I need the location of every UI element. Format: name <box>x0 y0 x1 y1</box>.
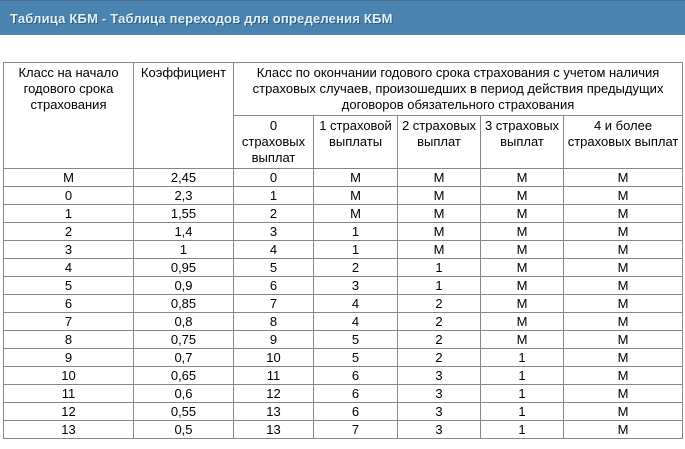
table-cell: М <box>398 223 481 241</box>
table-cell: М <box>564 241 683 259</box>
table-cell: М <box>564 331 683 349</box>
table-row <box>4 295 683 313</box>
table-row <box>4 349 683 367</box>
table-cell: 11 <box>4 385 134 403</box>
table-cell: 2 <box>4 223 134 241</box>
table-cell: 0,9 <box>134 277 234 295</box>
table-cell: 3 <box>398 403 481 421</box>
table-cell: М <box>564 421 683 439</box>
table-row <box>4 331 683 349</box>
table-cell: 1 <box>481 421 564 439</box>
table-cell: М <box>481 223 564 241</box>
table-cell: 0,95 <box>134 259 234 277</box>
table-row <box>4 241 683 259</box>
table-cell: 2 <box>398 313 481 331</box>
table-cell: М <box>564 223 683 241</box>
title-bar <box>0 0 685 35</box>
table-cell: М <box>564 349 683 367</box>
table-cell: М <box>564 313 683 331</box>
header-payouts-0: 0 страховых выплат <box>234 116 314 169</box>
table-cell: 4 <box>234 241 314 259</box>
table-cell: 0 <box>4 187 134 205</box>
table-row <box>4 421 683 439</box>
table-cell: 6 <box>314 403 398 421</box>
table-cell: М <box>564 403 683 421</box>
table-cell: 9 <box>4 349 134 367</box>
header-payouts-3: 3 страховых выплат <box>481 116 564 169</box>
table-cell: 2 <box>398 295 481 313</box>
table-cell: 10 <box>4 367 134 385</box>
table-cell: М <box>564 367 683 385</box>
table-cell: 3 <box>4 241 134 259</box>
table-cell: 13 <box>4 421 134 439</box>
table-cell: 3 <box>234 223 314 241</box>
table-row <box>4 259 683 277</box>
table-header <box>4 63 683 169</box>
table-cell: 2 <box>398 349 481 367</box>
kbm-transition-table <box>3 62 683 439</box>
table-cell: 1 <box>398 259 481 277</box>
header-class-start: Класс на начало годового срока страхования <box>4 63 134 169</box>
table-cell: М <box>481 187 564 205</box>
table-cell: 7 <box>234 295 314 313</box>
table-row <box>4 385 683 403</box>
table-cell: 4 <box>314 313 398 331</box>
header-coefficient: Коэффициент <box>134 63 234 169</box>
table-row <box>4 313 683 331</box>
table-cell: М <box>314 169 398 187</box>
table-cell: 2,3 <box>134 187 234 205</box>
header-payouts-1: 1 страховой выплаты <box>314 116 398 169</box>
table-cell: 0,55 <box>134 403 234 421</box>
table-cell: 0,6 <box>134 385 234 403</box>
table-cell: М <box>564 169 683 187</box>
table-cell: 0,65 <box>134 367 234 385</box>
table-cell: М <box>564 259 683 277</box>
table-cell: 2 <box>234 205 314 223</box>
table-cell: 3 <box>398 421 481 439</box>
table-body <box>4 169 683 439</box>
table-cell: М <box>398 187 481 205</box>
table-cell: М <box>481 295 564 313</box>
table-cell: 1 <box>481 403 564 421</box>
table-cell: М <box>481 331 564 349</box>
table-cell: 3 <box>398 385 481 403</box>
table-cell: 1,55 <box>134 205 234 223</box>
table-row <box>4 223 683 241</box>
header-class-end-span: Класс по окончании годового срока страхования с учетом наличия страховых случаев, произошедших в период действия предыдущих договоров обязательного страхования <box>234 63 683 116</box>
table-cell: 2,45 <box>134 169 234 187</box>
table-row <box>4 367 683 385</box>
table-cell: 0,8 <box>134 313 234 331</box>
table-cell: 1 <box>234 187 314 205</box>
table-cell: 6 <box>314 367 398 385</box>
header-payouts-4plus: 4 и более страховых выплат <box>564 116 683 169</box>
table-cell: 0,7 <box>134 349 234 367</box>
table-cell: 5 <box>4 277 134 295</box>
table-cell: М <box>481 205 564 223</box>
table-cell: М <box>481 241 564 259</box>
table-row <box>4 277 683 295</box>
table-cell: М <box>481 277 564 295</box>
table-cell: 1,4 <box>134 223 234 241</box>
table-cell: М <box>314 205 398 223</box>
table-cell: 13 <box>234 403 314 421</box>
table-cell: М <box>398 241 481 259</box>
table-cell: 4 <box>4 259 134 277</box>
table-cell: 11 <box>234 367 314 385</box>
table-cell: 0,85 <box>134 295 234 313</box>
table-cell: 2 <box>314 259 398 277</box>
table-cell: 1 <box>481 385 564 403</box>
table-cell: 7 <box>314 421 398 439</box>
table-cell: М <box>481 169 564 187</box>
table-cell: М <box>564 205 683 223</box>
table-cell: М <box>481 259 564 277</box>
table-row <box>4 205 683 223</box>
table-cell: 6 <box>234 277 314 295</box>
table-cell: 1 <box>398 277 481 295</box>
table-cell: 1 <box>134 241 234 259</box>
page-title: Таблица КБМ - Таблица переходов для определения КБМ <box>10 10 393 26</box>
table-cell: 3 <box>398 367 481 385</box>
table-cell: М <box>4 169 134 187</box>
table-cell: М <box>314 187 398 205</box>
table-cell: 9 <box>234 331 314 349</box>
table-cell: 6 <box>314 385 398 403</box>
table-cell: М <box>564 277 683 295</box>
table-cell: 6 <box>4 295 134 313</box>
table-row <box>4 187 683 205</box>
table-cell: 12 <box>234 385 314 403</box>
table-cell: М <box>564 295 683 313</box>
table-cell: 1 <box>481 349 564 367</box>
table-cell: 2 <box>398 331 481 349</box>
table-cell: 3 <box>314 277 398 295</box>
table-cell: 0,75 <box>134 331 234 349</box>
table-cell: 5 <box>234 259 314 277</box>
table-cell: 1 <box>314 223 398 241</box>
table-cell: 0 <box>234 169 314 187</box>
table-cell: М <box>398 169 481 187</box>
table-cell: 8 <box>234 313 314 331</box>
table-cell: М <box>398 205 481 223</box>
table-cell: 1 <box>481 367 564 385</box>
table-cell: 1 <box>314 241 398 259</box>
table-cell: 12 <box>4 403 134 421</box>
table-cell: 0,5 <box>134 421 234 439</box>
table-cell: 13 <box>234 421 314 439</box>
table-row <box>4 169 683 187</box>
table-cell: 5 <box>314 349 398 367</box>
table-cell: 1 <box>4 205 134 223</box>
table-cell: М <box>564 187 683 205</box>
table-cell: 4 <box>314 295 398 313</box>
table-cell: 5 <box>314 331 398 349</box>
table-cell: М <box>481 313 564 331</box>
table-cell: М <box>564 385 683 403</box>
table-cell: 8 <box>4 331 134 349</box>
table-row <box>4 403 683 421</box>
table-cell: 7 <box>4 313 134 331</box>
table-cell: 10 <box>234 349 314 367</box>
header-row-main <box>4 63 683 116</box>
header-payouts-2: 2 страховых выплат <box>398 116 481 169</box>
